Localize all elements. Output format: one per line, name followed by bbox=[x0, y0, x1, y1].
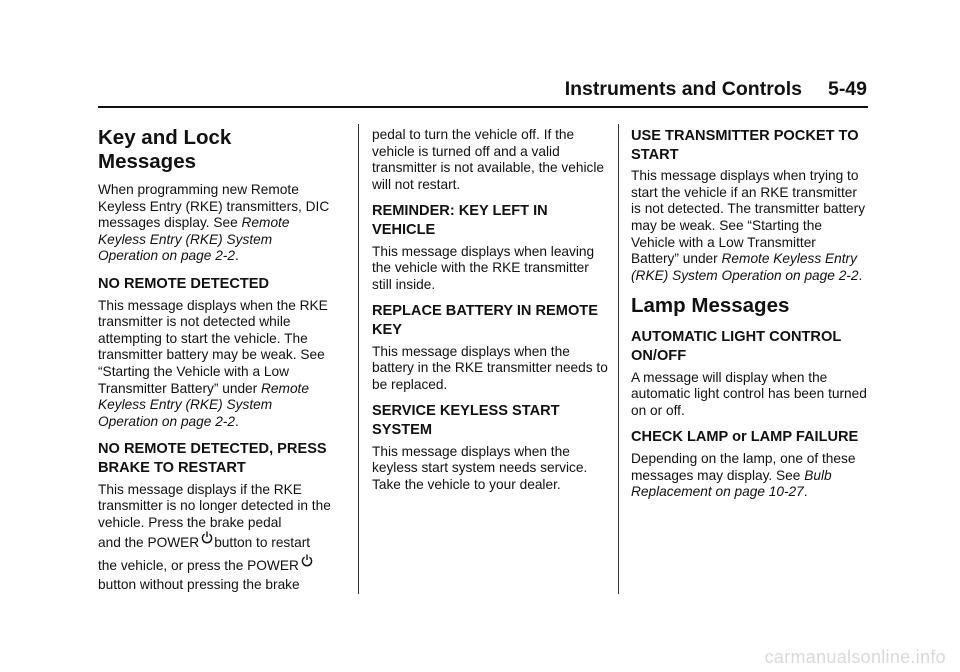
body-text: . bbox=[858, 267, 863, 283]
column-divider-1 bbox=[358, 124, 359, 594]
column-2 bbox=[372, 127, 608, 502]
column-1 bbox=[98, 126, 334, 604]
power-button-icon bbox=[301, 554, 313, 567]
paragraph-no-remote bbox=[98, 298, 334, 431]
message-heading-reminder: REMINDER: KEY LEFT IN VEHICLE bbox=[372, 203, 548, 238]
body-text: . bbox=[234, 413, 239, 429]
header-rule bbox=[98, 106, 868, 108]
body-text: button without pressing the brake bbox=[98, 577, 300, 593]
message-heading-no-remote: NO REMOTE DETECTED bbox=[98, 275, 270, 292]
paragraph-continued: pedal to turn the vehicle off. If the vehicle is turned off and a valid transmitter is not available, the vehicle will not restart. bbox=[372, 127, 605, 192]
section-heading-lamp: Lamp Messages bbox=[631, 294, 790, 318]
message-heading-check-lamp: CHECK LAMP or LAMP FAILURE bbox=[631, 429, 859, 446]
cross-reference-link[interactable]: Remote Keyless Entry (RKE) System Operation on page 2-2 bbox=[631, 251, 859, 283]
body-text: This message displays when the RKE transmitter is not detected while attempting to start the vehicle. The transmitter battery may be weak. See “Starting the Vehicle with a Low Transmitter Battery” under bbox=[98, 297, 328, 396]
cross-reference-link[interactable]: Remote Keyless Entry (RKE) System Operation on page 2-2 bbox=[98, 215, 290, 264]
paragraph-transmitter-pocket bbox=[631, 168, 867, 284]
power-line-2 bbox=[98, 558, 314, 573]
message-heading-service-keyless: SERVICE KEYLESS START SYSTEM bbox=[372, 403, 560, 438]
body-text: When programming new Remote Keyless Entry (RKE) transmitters, DIC messages display. See bbox=[98, 182, 330, 231]
paragraph-replace-battery: This message displays when the battery in the RKE transmitter needs to be replaced. bbox=[372, 343, 608, 392]
paragraph-press-brake bbox=[98, 482, 334, 594]
body-text: This message displays when trying to start the vehicle if an RKE transmitter is not detected. The transmitter battery may be weak. See “Starting the Vehicle with a Low Transmitter Battery” under bbox=[631, 168, 866, 267]
section-heading-key-lock: Key and Lock Messages bbox=[98, 126, 232, 173]
column-divider-2 bbox=[618, 124, 619, 594]
paragraph-check-lamp bbox=[631, 451, 867, 501]
watermark: carmanualsonline.info bbox=[764, 647, 946, 667]
section-title: Instruments and Controls bbox=[564, 78, 802, 100]
message-heading-press-brake: NO REMOTE DETECTED, PRESS BRAKE TO RESTART bbox=[98, 441, 327, 476]
body-text: Depending on the lamp, one of these messages may display. See bbox=[631, 450, 856, 483]
body-text: . bbox=[803, 484, 808, 500]
body-text: and the POWER bbox=[98, 535, 200, 551]
body-text: This message displays if the RKE transmitter is no longer detected in the vehicle. Press the brake pedal bbox=[98, 481, 331, 530]
message-heading-transmitter-pocket: USE TRANSMITTER POCKET TO START bbox=[631, 128, 859, 163]
column-3 bbox=[631, 127, 867, 510]
running-header bbox=[565, 78, 867, 101]
body-text: button to restart bbox=[214, 535, 311, 551]
page-number: 5-49 bbox=[827, 78, 867, 100]
paragraph-service-keyless: This message displays when the keyless start system needs service. Take the vehicle to your dealer. bbox=[372, 443, 588, 492]
paragraph-reminder: This message displays when leaving the vehicle with the RKE transmitter still inside. bbox=[372, 243, 595, 292]
body-text: the vehicle, or press the POWER bbox=[98, 558, 299, 574]
message-heading-auto-light: AUTOMATIC LIGHT CONTROL ON/OFF bbox=[631, 329, 841, 364]
paragraph-auto-light: A message will display when the automatic light control has been turned on or off. bbox=[631, 369, 867, 418]
cross-reference-link[interactable]: Remote Keyless Entry (RKE) System Operation on page 2-2 bbox=[98, 380, 309, 429]
power-line-1 bbox=[98, 535, 310, 550]
power-button-icon bbox=[201, 531, 213, 544]
body-text: . bbox=[234, 248, 239, 264]
cross-reference-link[interactable]: Bulb Replacement on page 10-27 bbox=[631, 467, 832, 500]
message-heading-replace-battery: REPLACE BATTERY IN REMOTE KEY bbox=[372, 303, 598, 338]
paragraph-key-lock bbox=[98, 182, 334, 265]
